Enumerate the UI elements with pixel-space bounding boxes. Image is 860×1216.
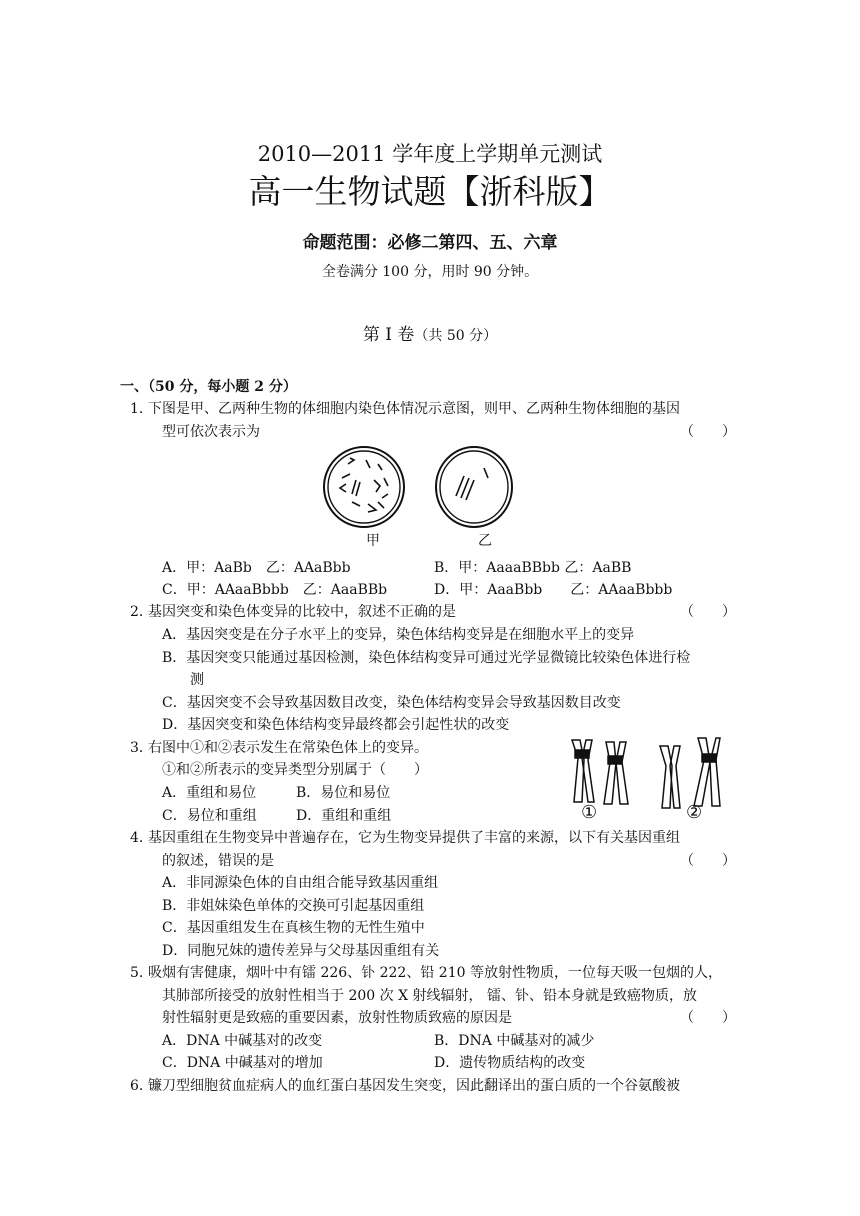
q3-stem: 右图中①和②表示发生在常染色体上的变异。 <box>148 740 428 756</box>
q3-option-a: A．重组和易位 <box>162 785 257 801</box>
q1-figure-label-jia: 甲 <box>366 533 380 549</box>
q2-option-d: D．基因突变和染色体结构变异最终都会引起性状的改变 <box>162 717 510 733</box>
q3-stem-line2: ①和②所表示的变异类型分别属于（ ） <box>162 762 428 778</box>
q4-option-a: A．非同源染色体的自由组合能导致基因重组 <box>162 875 439 891</box>
q2-answer-paren: （ ） <box>680 604 736 620</box>
q2-option-b-line2: 测 <box>190 672 204 688</box>
q1-figure <box>322 440 522 552</box>
q4-option-b: B．非姐妹染色单体的交换可引起基因重组 <box>162 898 425 914</box>
q4-answer-paren: （ ） <box>680 853 736 869</box>
year-line: 2010—2011 学年度上学期单元测试 <box>257 142 603 166</box>
q4-option-d: D．同胞兄妹的遗传差异与父母基因重组有关 <box>162 943 440 959</box>
q4-stem-line1: 基因重组在生物变异中普遍存在，它为生物变异提供了丰富的来源，以下有关基因重组 <box>148 830 680 846</box>
q3-option-c: C．易位和重组 <box>162 808 257 824</box>
section-heading: 一、（50 分，每小题 2 分） <box>120 379 297 395</box>
q3-option-d: D．重组和重组 <box>296 808 392 824</box>
q6-number: 6． <box>130 1078 153 1094</box>
q1-figure-label-yi: 乙 <box>478 533 492 549</box>
q1-number: 1． <box>130 401 153 417</box>
q5-answer-paren: （ ） <box>680 1010 736 1026</box>
q5-option-c: C．DNA 中碱基对的增加 <box>162 1055 323 1071</box>
cell-yi <box>436 447 512 527</box>
q6-stem-line1: 镰刀型细胞贫血症病人的血红蛋白基因发生突变，因此翻译出的蛋白质的一个谷氨酸被 <box>148 1078 680 1094</box>
q4-number: 4． <box>130 830 153 846</box>
q2-option-a: A．基因突变是在分子水平上的变异，染色体结构变异是在细胞水平上的变异 <box>162 627 635 643</box>
q1-option-c: C．甲：AAaaBbbb 乙：AaaBBb <box>162 582 388 598</box>
q1-option-a: A．甲：AaBb 乙：AAaBbb <box>162 560 351 576</box>
volume-points: （共 50 分） <box>414 328 498 344</box>
q5-stem-line3: 射性辐射更是致癌的重要因素，放射性物质致癌的原因是 <box>162 1010 512 1026</box>
cell-jia <box>324 447 404 527</box>
figure-2-chromosomes <box>660 738 720 808</box>
q2-stem: 基因突变和染色体变异的比较中，叙述不正确的是 <box>148 604 456 620</box>
q1-stem-line1: 下图是甲、乙两种生物的体细胞内染色体情况示意图，则甲、乙两种生物体细胞的基因 <box>148 401 680 417</box>
q2-number: 2． <box>130 604 153 620</box>
q4-option-c: C．基因重组发生在真核生物的无性生殖中 <box>162 920 425 936</box>
q5-stem-line2: 其肺部所接受的放射性相当于 200 次 X 射线辐射， 镭、钋、铅本身就是致癌物质，放 <box>162 988 697 1004</box>
q5-number: 5． <box>130 965 153 981</box>
q5-option-b: B．DNA 中碱基对的减少 <box>434 1033 595 1049</box>
volume-title: 第 Ⅰ 卷 <box>362 325 415 345</box>
q1-stem-line2: 型可依次表示为 <box>162 424 260 440</box>
score-note: 全卷满分 100 分，用时 90 分钟。 <box>321 264 539 280</box>
q2-option-c: C．基因突变不会导致基因数目改变，染色体结构变异会导致基因数目改变 <box>162 695 621 711</box>
q1-option-b: B．甲：AaaaBBbb 乙：AaBB <box>434 560 632 576</box>
figure-1-chromosomes <box>572 740 628 804</box>
q2-option-b-line1: B．基因突变只能通过基因检测，染色体结构变异可通过光学显微镜比较染色体进行检 <box>162 650 691 666</box>
volume-heading <box>0 320 860 345</box>
q3-number: 3． <box>130 740 153 756</box>
q5-option-d: D．遗传物质结构的改变 <box>434 1055 586 1071</box>
q1-option-d: D．甲：AaaBbb 乙：AAaaBbbb <box>434 582 673 598</box>
q5-stem-line1: 吸烟有害健康，烟叶中有镭 226、钋 222、铅 210 等放射性物质，一位每天吸一包烟的人， <box>148 965 722 981</box>
q5-option-a: A．DNA 中碱基对的改变 <box>162 1033 323 1049</box>
page-title: 高一生物试题【浙科版】 <box>248 172 612 211</box>
q1-answer-paren: （ ） <box>680 424 736 440</box>
q4-stem-line2: 的叙述，错误的是 <box>162 853 274 869</box>
q3-figure-label-2: ② <box>686 802 703 823</box>
scope-line: 命题范围：必修二第四、五、六章 <box>302 233 558 253</box>
q3-figure-label-1: ① <box>581 802 598 823</box>
q3-option-b: B．易位和易位 <box>296 785 391 801</box>
